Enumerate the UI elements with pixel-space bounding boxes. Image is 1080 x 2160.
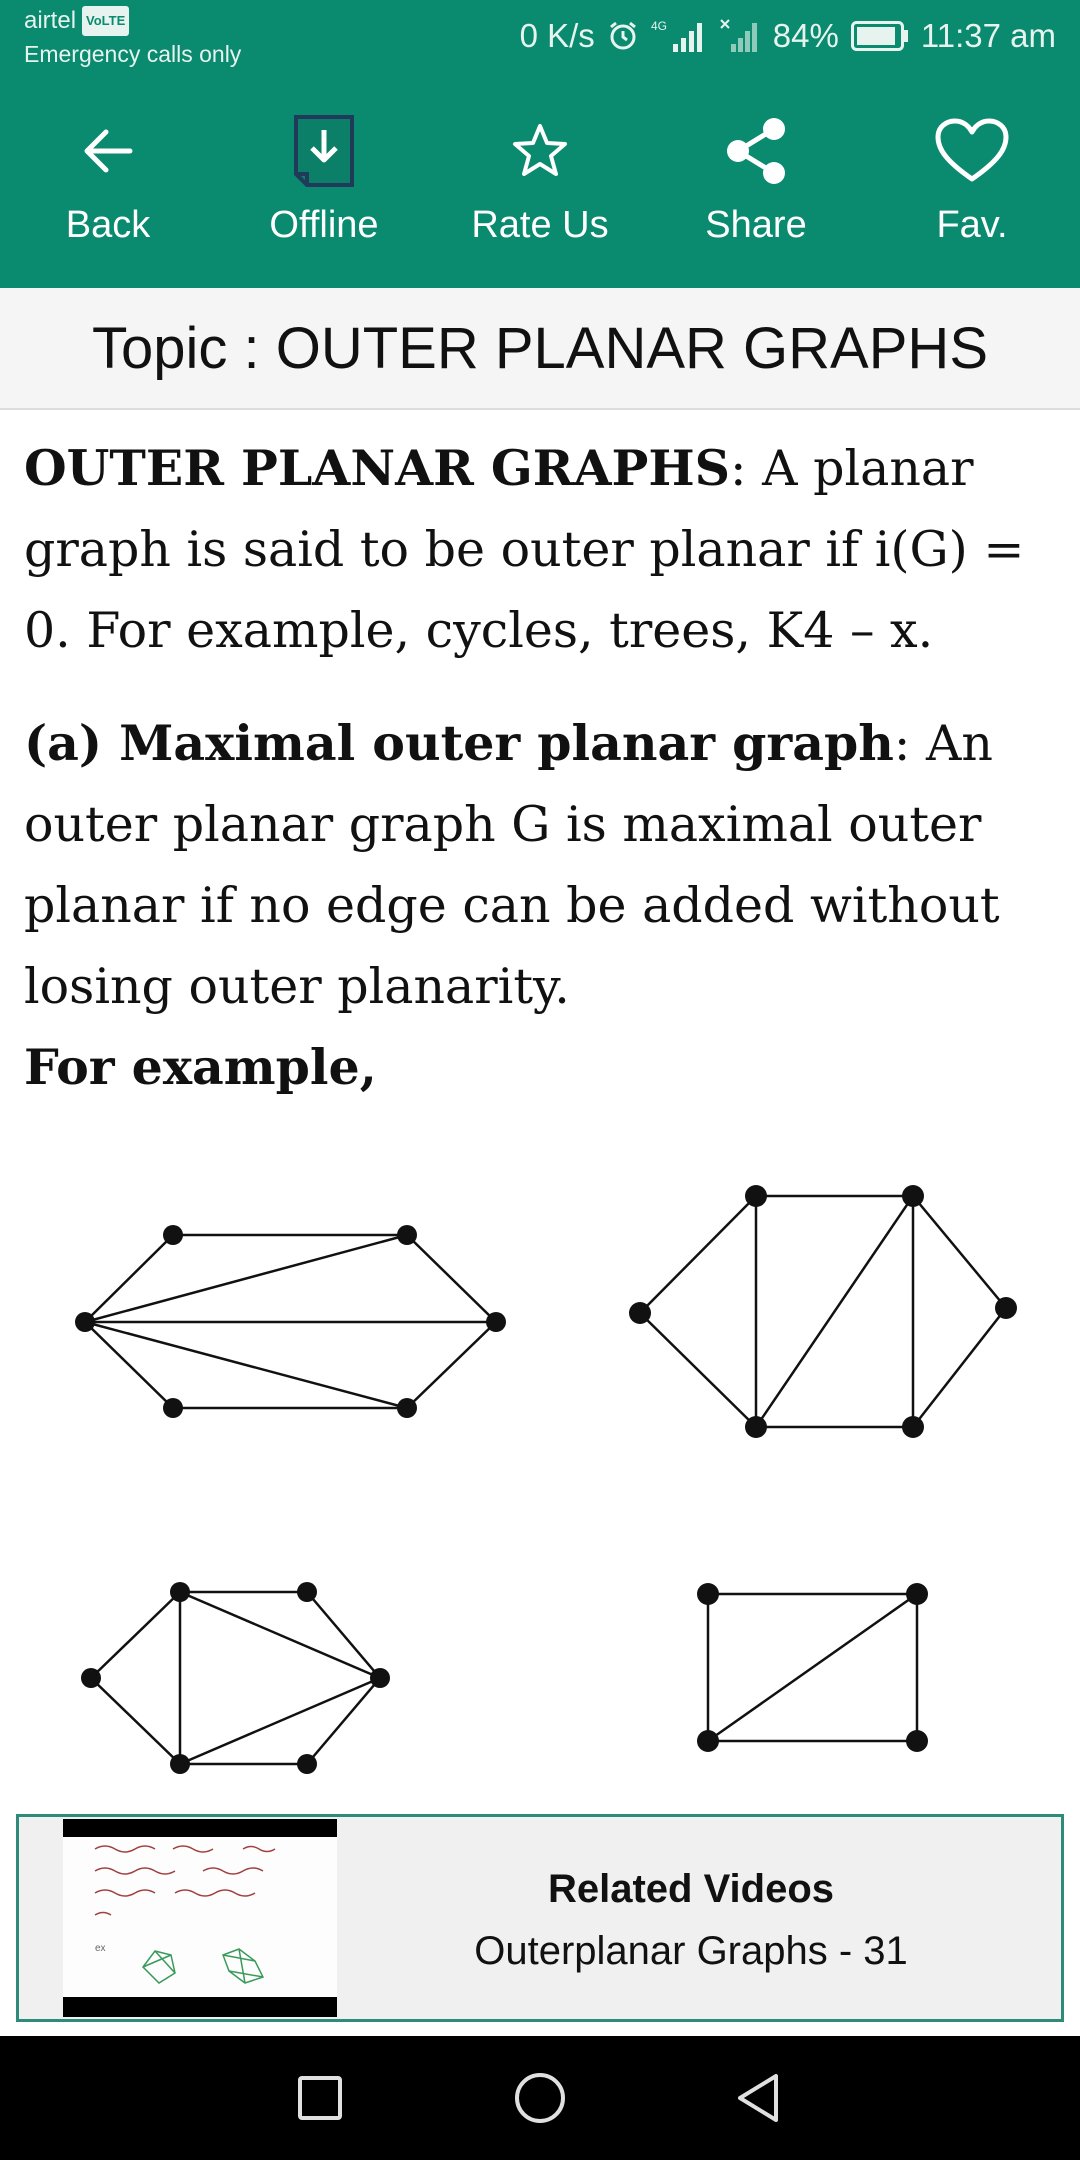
offline-button[interactable] <box>229 80 419 280</box>
favorite-label: Fav. <box>936 204 1008 246</box>
maximal-text: : An outer planar graph G is maximal outer planar if no edge can be added without losing outer planarity. <box>24 715 1000 1015</box>
example-heading <box>24 1027 1060 1108</box>
term-outer-planar: OUTER PLANAR GRAPHS <box>24 439 731 497</box>
square-icon <box>295 2073 345 2123</box>
signal-4g-icon <box>651 18 707 54</box>
graph-square-diagonal <box>708 1594 917 1741</box>
graph-pentagon-nodes <box>81 1582 390 1774</box>
share-label: Share <box>705 204 807 246</box>
offline-label: Offline <box>269 204 379 246</box>
battery-icon <box>851 21 909 51</box>
related-video-name[interactable]: Outerplanar Graphs - 31 <box>474 1929 908 1973</box>
related-videos-title: Related Videos <box>547 1867 835 1911</box>
graph-hexagon-zigzag-nodes <box>629 1185 1017 1438</box>
circle-icon <box>510 2068 570 2128</box>
triangle-back-icon <box>732 2070 788 2126</box>
back-label: Back <box>65 204 151 246</box>
graph-hexagon-fan <box>85 1235 496 1408</box>
back-button[interactable] <box>13 80 203 280</box>
status-bar <box>0 0 1080 72</box>
paragraph-maximal <box>24 703 1060 1027</box>
whiteboard-image <box>63 1837 337 1997</box>
definition-text: : A planar graph is said to be outer planar if i(G) = 0. For example, cycles, trees, K4 – x. <box>24 440 1025 659</box>
home-button[interactable] <box>505 2063 575 2133</box>
rate-us-label: Rate Us <box>471 204 609 246</box>
graph-hexagon-zigzag <box>640 1196 1006 1427</box>
carrier-name: airtel <box>24 7 77 34</box>
share-button[interactable] <box>661 80 851 280</box>
related-videos-card[interactable] <box>16 1814 1064 2022</box>
svg-text:ex: ex <box>95 1943 106 1954</box>
alarm-icon <box>607 20 639 52</box>
heart-outline-icon <box>934 111 1010 191</box>
back-nav-button[interactable] <box>725 2063 795 2133</box>
video-thumbnail[interactable] <box>63 1819 337 2017</box>
arrow-left-icon <box>78 111 138 191</box>
system-nav-bar <box>0 2036 1080 2160</box>
rate-us-button[interactable] <box>445 80 635 280</box>
paragraph-definition <box>24 428 1060 671</box>
favorite-button[interactable] <box>877 80 1067 280</box>
example-label: For example, <box>24 1038 377 1096</box>
status-icons <box>520 12 1056 60</box>
volte-badge: VoLTE <box>82 6 129 36</box>
battery-percent: 84% <box>772 17 839 54</box>
graph-pentagon <box>91 1592 380 1764</box>
network-type: 4G <box>650 19 667 33</box>
article-content <box>24 428 1060 1108</box>
star-outline-icon <box>510 111 570 191</box>
app-toolbar <box>0 72 1080 288</box>
signal-no-sim-icon <box>719 18 761 54</box>
share-icon <box>720 111 792 191</box>
download-document-icon <box>293 111 355 191</box>
emergency-text: Emergency calls only <box>24 41 242 67</box>
carrier <box>24 6 129 36</box>
clock: 11:37 am <box>920 17 1056 54</box>
recents-button[interactable] <box>285 2063 355 2133</box>
topic-title: Topic : OUTER PLANAR GRAPHS <box>0 288 1080 410</box>
example-graphs-figure <box>0 1160 1080 1800</box>
term-maximal: (a) Maximal outer planar graph <box>24 714 894 772</box>
network-speed: 0 K/s <box>519 17 595 54</box>
